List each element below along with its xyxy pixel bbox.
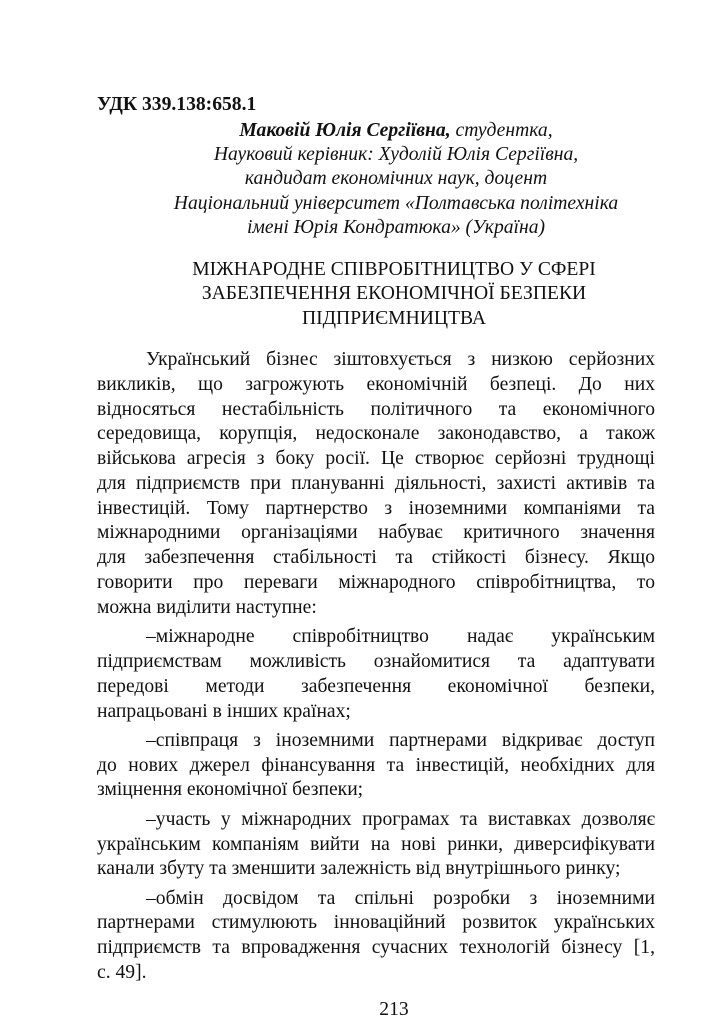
text-line: –співпраця з іноземними партнерами відкриває доступ <box>146 729 655 751</box>
text-line: відносяться нестабільність політичного та економічного <box>97 398 655 420</box>
text-line: –міжнародне співробітництво надає українським <box>146 626 655 648</box>
text-line: партнерами стимулюють інноваційний розвиток українських <box>97 912 655 934</box>
text-line: українським компаніям вийти на нові ринки, диверсифікувати <box>97 833 655 855</box>
text-line: підприємств та впровадження сучасних технологій бізнесу [1, <box>97 937 655 959</box>
document-page <box>97 93 655 1022</box>
text-line: можна виділити наступне: <box>97 596 317 618</box>
bullet-item <box>97 625 655 724</box>
text-line: с. 49]. <box>97 962 147 984</box>
text-line: міжнародними організаціями набуває критичного значення <box>97 522 655 544</box>
text-line: говорити про переваги міжнародного співробітництва, то <box>97 572 655 594</box>
affiliation-line: імені Юрія Кондратюка» (Україна) <box>246 216 546 238</box>
article-title <box>97 258 655 331</box>
text-line: для підприємств при плануванні діяльності, захисті активів та <box>97 472 655 494</box>
bullet-item <box>97 887 655 986</box>
text-line: передові методи забезпечення економічної безпеки, <box>97 675 655 697</box>
author-name: Маковій Юлія Сергіївна, <box>239 120 451 141</box>
title-line: ПІДПРИЄМНИЦТВА <box>302 307 486 329</box>
author-role: студентка, <box>450 120 553 141</box>
text-line: до нових джерел фінансування та інвестицій, необхідних для <box>97 754 655 776</box>
text-line: військова агресія з боку росії. Це створює серйозні труднощі <box>97 448 655 470</box>
bullet-item <box>97 808 655 882</box>
text-line: зміцнення економічної безпеки; <box>97 779 364 801</box>
udc-code: УДК 339.138:658.1 <box>97 94 257 115</box>
author-block <box>97 119 655 240</box>
text-line: середовища, корупція, недосконале законодавство, а також <box>97 423 655 445</box>
title-line: МІЖНАРОДНЕ СПІВРОБІТНИЦТВО У СФЕРІ <box>192 259 596 281</box>
text-line: для забезпечення стабільності та стійкості бізнесу. Якщо <box>97 547 655 569</box>
text-line: –участь у міжнародних програмах та виставках дозволяє <box>146 808 655 830</box>
author-line <box>117 119 675 143</box>
text-line: –обмін досвідом та спільні розробки з іноземними <box>146 887 655 909</box>
supervisor-line: Науковий керівник: Худолій Юлія Сергіївна, <box>213 144 579 166</box>
supervisor-degree: кандидат економічних наук, доцент <box>244 168 548 190</box>
text-line: викликів, що загрожують економічній безпеці. До них <box>97 373 655 395</box>
affiliation-line: Національний університет «Полтавська політехніка <box>173 192 619 214</box>
article-body <box>97 348 655 986</box>
text-line: інвестицій. Тому партнерство з іноземними компаніями та <box>97 497 655 519</box>
title-line: ЗАБЕЗПЕЧЕННЯ ЕКОНОМІЧНОЇ БЕЗПЕКИ <box>201 283 587 305</box>
page-number: 213 <box>379 998 409 1020</box>
text-line: Український бізнес зіштовхується з низкою серйозних <box>146 348 655 370</box>
text-line: напрацьовані в інших країнах; <box>97 700 351 722</box>
text-line: підприємствам можливість ознайомитися та адаптувати <box>97 650 655 672</box>
bullet-item <box>97 729 655 803</box>
text-line: канали збуту та зменшити залежність від внутрішнього ринку; <box>97 858 621 880</box>
intro-paragraph <box>97 348 655 621</box>
